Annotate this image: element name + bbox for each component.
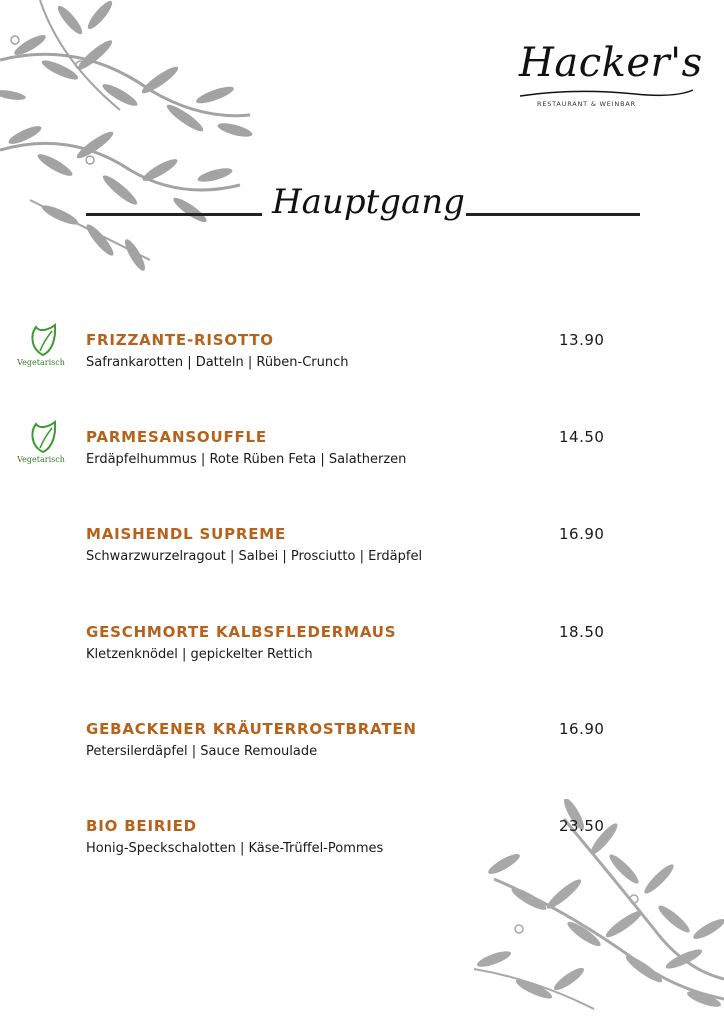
dish-name: GESCHMORTE KALBSFLEDERMAUS bbox=[86, 623, 397, 641]
menu-item bbox=[0, 817, 724, 877]
leaf-icon bbox=[28, 420, 58, 454]
dish-name: FRIZZANTE-RISOTTO bbox=[86, 331, 274, 349]
dish-price: 14.50 bbox=[559, 428, 605, 446]
section-header bbox=[0, 180, 724, 240]
vegetarian-label: Vegetarisch bbox=[17, 455, 65, 464]
dish-description: Petersilerdäpfel | Sauce Remoulade bbox=[86, 744, 318, 759]
dish-description: Schwarzwurzelragout | Salbei | Prosciutto | Erdäpfel bbox=[86, 549, 423, 564]
menu-item bbox=[0, 720, 724, 780]
vegetarian-badge bbox=[10, 420, 72, 474]
brand-logo bbox=[515, 38, 703, 118]
divider-right bbox=[466, 213, 640, 216]
dish-price: 23.50 bbox=[559, 817, 605, 835]
brand-subtitle: RESTAURANT & WEINBAR bbox=[537, 100, 636, 108]
menu-item bbox=[0, 623, 724, 683]
dish-description: Kletzenknödel | gepickelter Rettich bbox=[86, 647, 313, 662]
dish-name: BIO BEIRIED bbox=[86, 817, 197, 835]
leaf-icon bbox=[28, 323, 58, 357]
vegetarian-badge bbox=[10, 323, 72, 377]
dish-price: 13.90 bbox=[559, 331, 605, 349]
dish-name: PARMESANSOUFFLE bbox=[86, 428, 267, 446]
dish-description: Honig-Speckschalotten | Käse-Trüffel-Pommes bbox=[86, 841, 384, 856]
section-title: Hauptgang bbox=[272, 182, 465, 222]
menu-item bbox=[0, 525, 724, 585]
dish-price: 16.90 bbox=[559, 525, 605, 543]
dish-description: Safrankarotten | Datteln | Rüben-Crunch bbox=[86, 355, 349, 370]
brand-name: Hacker's bbox=[519, 40, 703, 86]
divider-left bbox=[86, 213, 262, 216]
vegetarian-label: Vegetarisch bbox=[17, 358, 65, 367]
dish-description: Erdäpfelhummus | Rote Rüben Feta | Salatherzen bbox=[86, 452, 407, 467]
dish-price: 18.50 bbox=[559, 623, 605, 641]
dish-name: MAISHENDL SUPREME bbox=[86, 525, 287, 543]
dish-name: GEBACKENER KRÄUTERROSTBRATEN bbox=[86, 720, 417, 738]
menu-item bbox=[0, 428, 724, 488]
menu-item bbox=[0, 331, 724, 391]
dish-price: 16.90 bbox=[559, 720, 605, 738]
